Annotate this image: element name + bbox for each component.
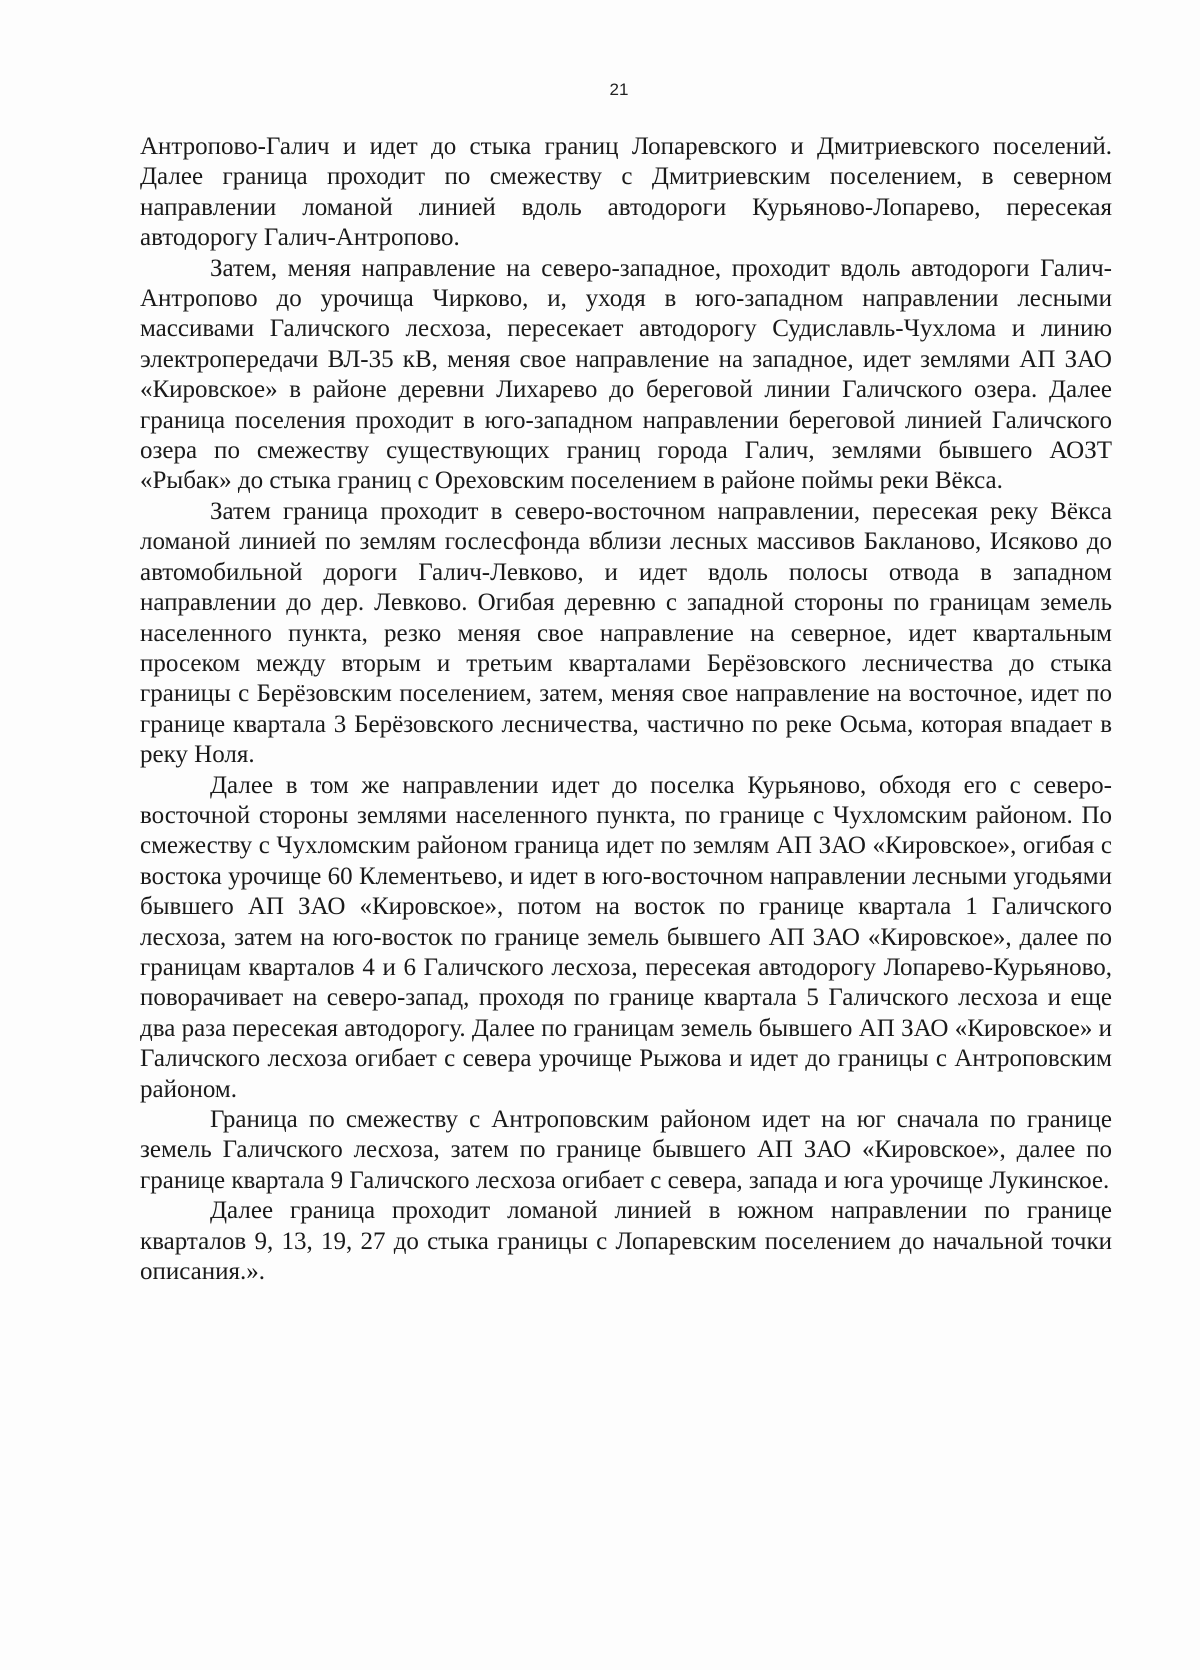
- paragraph: Далее в том же направлении идет до поселка Курьяново, обходя его с северо-восточной стороны землями населенного пункта, по границе с Чухломским районом. По смежеству с Чухломским районом граница идет по землям АП ЗАО «Кировское», огибая с востока урочище 60 Клементьево, и идет в юго-восточном направлении лесными угодьями бывшего АП ЗАО «Кировское», потом на восток по границе квартала 1 Галичского лесхоза, затем на юго-восток по границе земель бывшего АП ЗАО «Кировское», далее по границам кварталов 4 и 6 Галичского лесхоза, пересекая автодорогу Лопарево-Курьяново, поворачивает на северо-запад, проходя по границе квартала 5 Галичского лесхоза и еще два раза пересекая автодорогу. Далее по границам земель бывшего АП ЗАО «Кировское» и Галичского лесхоза огибает с севера урочище Рыжова и идет до границы с Антроповским районом.: [140, 771, 1112, 1103]
- page-number: 21: [609, 80, 629, 99]
- paragraph: Антропово-Галич и идет до стыка границ Лопаревского и Дмитриевского поселений. Далее граница проходит по смежеству с Дмитриевским поселением, в северном направлении ломаной линией вдоль автодороги Курьяново-Лопарево, пересекая автодорогу Галич-Антропово.: [140, 133, 1112, 252]
- paragraph: Далее граница проходит ломаной линией в южном направлении по границе кварталов 9, 13, 19, 27 до стыка границы с Лопаревским поселением до начальной точки описания.».: [140, 1197, 1112, 1286]
- paragraph: Граница по смежеству с Антроповским районом идет на юг сначала по границе земель Галичского лесхоза, затем по границе бывшего АП ЗАО «Кировское», далее по границе квартала 9 Галичского лесхоза огибает с севера, запада и юга урочище Лукинское.: [140, 1106, 1112, 1194]
- paragraph: Затем граница проходит в северо-восточном направлении, пересекая реку Вёкса ломаной линией по землям гослесфонда вблизи лесных массивов Бакланово, Исяково до автомобильной дороги Галич-Левково, и идет вдоль полосы отвода в западном направлении до дер. Левково. Огибая деревню с западной стороны по границам земель населенного пункта, резко меняя свое направление на северное, идет квартальным просеком между вторым и третьим кварталами Берёзовского лесничества до стыка границы с Берёзовским поселением, затем, меняя свое направление на восточное, идет по границе квартала 3 Берёзовского лесничества, частично по реке Осьма, которая впадает в реку Ноля.: [140, 497, 1112, 769]
- paragraph: Затем, меняя направление на северо-западное, проходит вдоль автодороги Галич-Антропово до урочища Чирково, и, уходя в юго-западном направлении лесными массивами Галичского лесхоза, пересекает автодорогу Судиславль-Чухлома и линию электропередачи ВЛ-35 кВ, меняя свое направление на западное, идет землями АП ЗАО «Кировское» в районе деревни Лихарево до береговой линии Галичского озера. Далее граница поселения проходит в юго-западном направлении береговой линией Галичского озера по смежеству существующих границ города Галич, землями бывшего АОЗТ «Рыбак» до стыка границ с Ореховским поселением в районе поймы реки Вёкса.: [140, 254, 1112, 495]
- document-body: [140, 132, 1112, 1287]
